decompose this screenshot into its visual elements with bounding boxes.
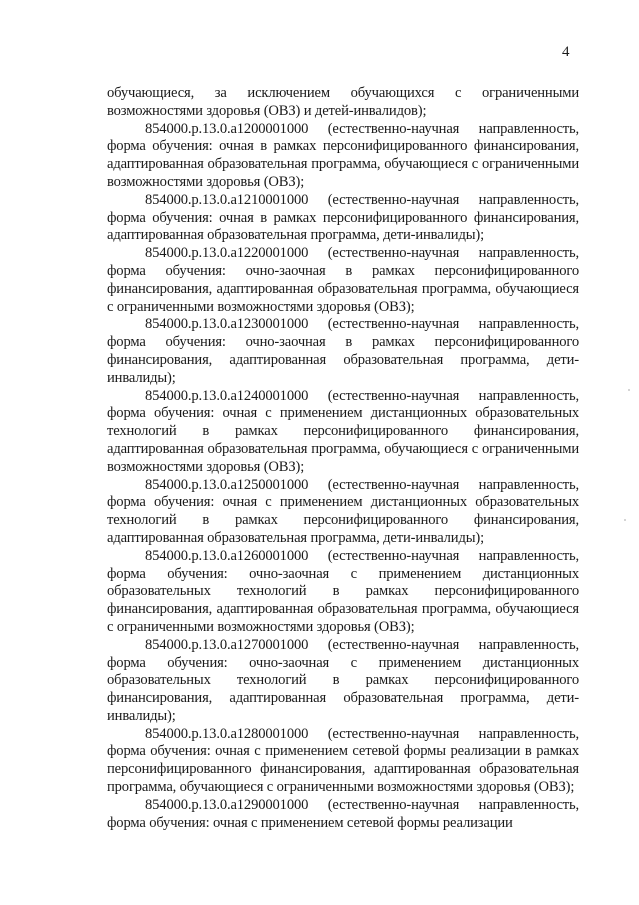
paragraph: 854000.р.13.0.а1200001000 (естественно-научная направленность, форма обучения: очная в рамках персонифицированного финансирования, адаптированная образовательная программа, обучающиеся с ограниченными возможностями здоровья (ОВЗ); xyxy=(107,120,579,190)
document-body xyxy=(107,85,579,832)
paragraph: 854000.р.13.0.а1210001000 (естественно-научная направленность, форма обучения: очная в рамках персонифицированного финансирования, адаптированная образовательная программа, дети-инвалиды); xyxy=(107,191,579,244)
paragraph: 854000.р.13.0.а1280001000 (естественно-научная направленность, форма обучения: очная с применением сетевой формы реализации в рамках персонифицированного финансирования, адаптированная образовательная программа, обучающиеся с ограниченными возможностями здоровья (ОВЗ); xyxy=(107,725,579,796)
paragraph: 854000.р.13.0.а1240001000 (естественно-научная направленность, форма обучения: очная с применением дистанционных образовательных технологий в рамках персонифицированного финансирования, адаптированная образовательная программа, обучающиеся с ограниченными возможностями здоровья (ОВЗ); xyxy=(107,387,579,475)
paragraph: 854000.р.13.0.а1260001000 (естественно-научная направленность, форма обучения: очно-заочная с применением дистанционных образовательных технологий в рамках персонифицированного финансирования, адаптированная образовательная программа, обучающиеся с ограниченными возможностями здоровья (ОВЗ); xyxy=(107,547,579,635)
paragraph: 854000.р.13.0.а1230001000 (естественно-научная направленность, форма обучения: очно-заочная в рамках персонифицированного финансирования, адаптированная образовательная программа, дети-инвалиды); xyxy=(107,316,579,386)
scan-speck xyxy=(624,519,626,521)
paragraph: 854000.р.13.0.а1290001000 (естественно-научная направленность, форма обучения: очная с применением сетевой формы реализации xyxy=(107,796,579,831)
paragraph: 854000.р.13.0.а1220001000 (естественно-научная направленность, форма обучения: очно-заочная в рамках персонифицированного финансирования, адаптированная образовательная программа, обучающиеся с ограниченными возможностями здоровья (ОВЗ); xyxy=(107,245,579,315)
paragraph: 854000.р.13.0.а1250001000 (естественно-научная направленность, форма обучения: очная с применением дистанционных образовательных технологий в рамках персонифицированного финансирования, адаптированная образовательная программа, дети-инвалиды); xyxy=(107,476,579,546)
paragraph: обучающиеся, за исключением обучающихся с ограниченными возможностями здоровья (ОВЗ) и детей-инвалидов); xyxy=(107,85,579,119)
page-number: 4 xyxy=(562,44,570,60)
scan-speck xyxy=(628,389,630,391)
paragraph: 854000.р.13.0.а1270001000 (естественно-научная направленность, форма обучения: очно-заочная с применением дистанционных образовательных технологий в рамках персонифицированного финансирования, адаптированная образовательная программа, дети-инвалиды); xyxy=(107,636,579,724)
